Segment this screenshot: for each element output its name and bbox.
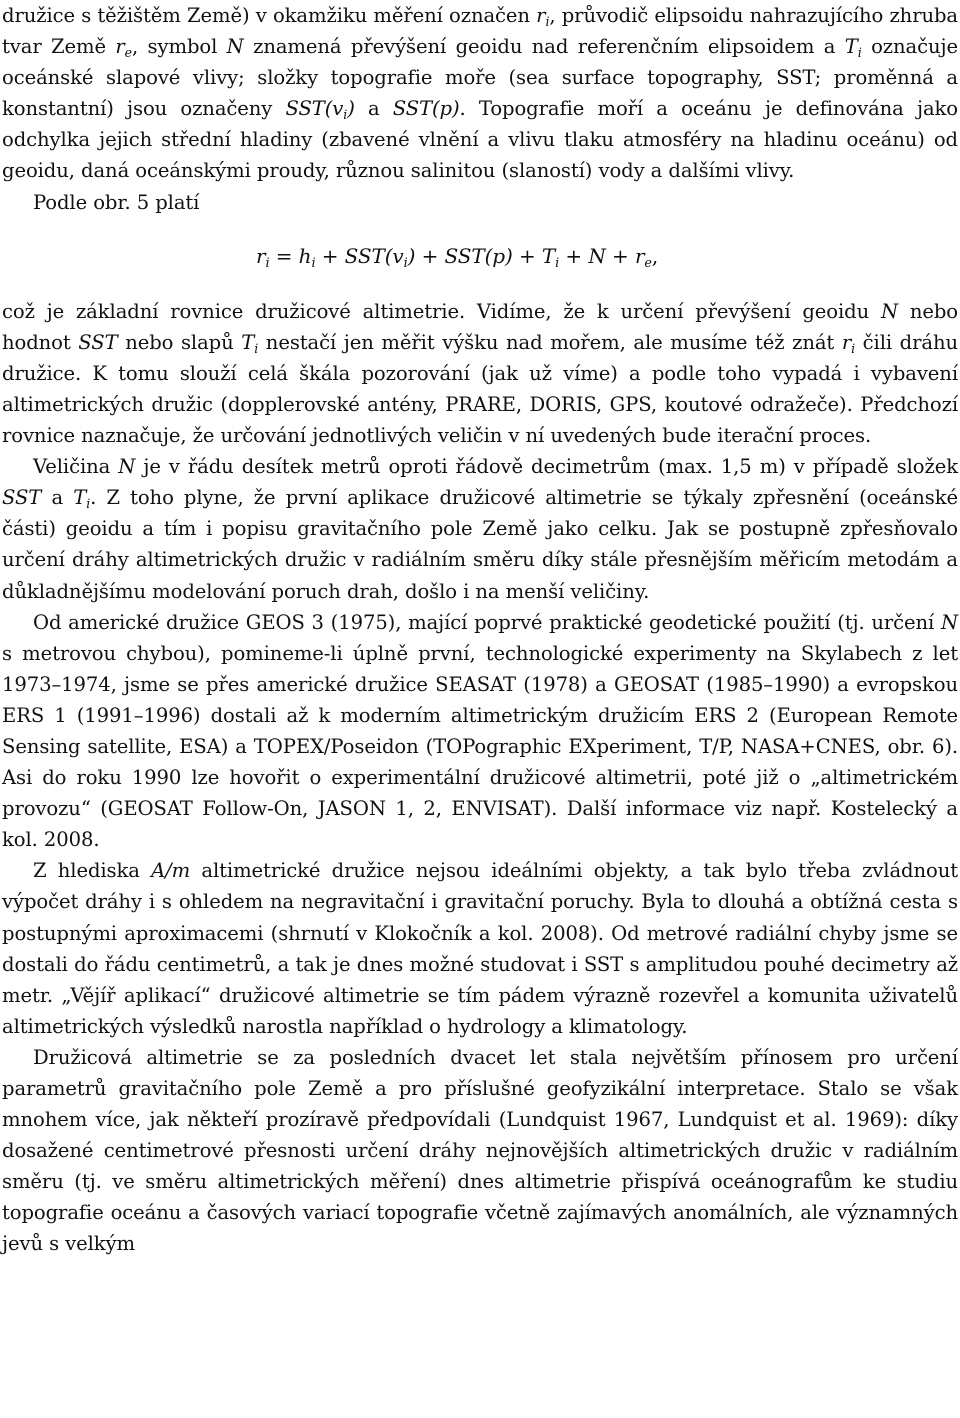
subscript <box>125 45 132 60</box>
text-run: je v řádu desítek metrů oproti řádově decimetrům (max. 1,5 m) v případě složek <box>135 455 958 479</box>
italic-symbol: T <box>844 35 858 59</box>
text-run: + <box>415 243 445 268</box>
italic-symbol: SST(p) <box>392 97 460 121</box>
subscript-text: i <box>545 14 550 29</box>
text-run: . Topografie moří a oceánu je definována jako odchylka jejich střední hladiny (zbavené vlnění a vlivu tlaku atmosféry na hladinu oceánu) od geoidu, daná oceánskými proudy, různou salinitou (slaností) vody a dalšími vlivy. <box>2 97 958 183</box>
text-run: Veličina <box>33 455 119 479</box>
paragraph-p7 <box>2 1042 958 1260</box>
italic-symbol: N <box>226 35 244 59</box>
text-run: což je základní rovnice družicové altimetrie. Vidíme, že k určení převýšení geoidu <box>2 299 881 323</box>
italic-symbol: N <box>940 610 958 634</box>
subscript-text: e <box>644 255 652 271</box>
text-run: označuje oceánské slapové vlivy; složky topografie moře (sea surface topography, SST; proměnná a konstantní) jsou označeny <box>2 35 958 121</box>
text-run: . Z toho plyne, že první aplikace družicové altimetrie se týkaly zpřesnění (oceánské části) geoidu a tím i popisu gravitačního pole Země jako celku. Jak se postupně zpřesňovalo určení dráhy altimetrických družic v radiálním směru díky stále přesnějším měřicím metodám a důkladnějšímu modelování poruch drah, došlo i na menší veličiny. <box>2 486 958 603</box>
italic-symbol: T <box>73 486 87 510</box>
text-run: s metrovou chybou), pomineme-li úplně první, technologické experimenty na Skylabech z let 1973–1974, jsme se přes americké družice SEASAT (1978) a GEOSAT (1985–1990) a evropskou ERS 1 (1991–1996) dostali až k moderním altimetrickým družicím ERS 2 (European Remote Sensing satellite, ESA) a TOPEX/Poseidon (TOPographic EXperiment, T/P, NASA+CNES, obr. 6). Asi do roku 1990 lze hovořit o experimentální družicové altimetrii, poté již o „altimetrickém provozu“ (GEOSAT Follow-On, JASON 1, 2, ENVISAT). Další informace viz např. Kostelecký a kol. 2008. <box>2 641 958 852</box>
subscript <box>644 256 651 271</box>
italic-symbol: T <box>241 330 255 354</box>
italic-symbol: T <box>541 243 556 268</box>
altimetry-equation <box>2 218 958 296</box>
text-run: , symbol <box>132 35 227 59</box>
text-run: znamená převýšení geoidu nad referenčním elipsoidem a <box>243 35 845 59</box>
subscript-text: i <box>311 255 316 271</box>
text-run: = <box>269 243 299 268</box>
subscript-text: i <box>343 107 348 123</box>
italic-symbol: N <box>118 455 136 479</box>
paragraph-p6 <box>2 855 958 1042</box>
italic-symbol: SST(v <box>344 243 404 268</box>
subscript-text: i <box>265 255 270 271</box>
italic-symbol: r <box>841 330 852 354</box>
paragraph-p1 <box>2 0 958 187</box>
text-run: Od americké družice GEOS 3 (1975), mající poprvé praktické geodetické použití (tj. určení <box>33 610 941 634</box>
italic-symbol: SST(p) <box>444 243 513 268</box>
text-run: Družicová altimetrie se za posledních dvacet let stala největším přínosem pro určení parametrů gravitačního pole Země a pro příslušné geofyzikální interpretace. Stalo se však mnohem více, jak někteří prozíravě předpovídali (Lundquist 1967, Lundquist et al. 1969): díky dosažené centimetrové přesnosti určení dráhy nejnovějších altimetrických družic v radiálním směru (tj. ve směru altimetrických měření) dnes altimetrie přispívá oceánografům ke studiu topografie oceánu a časových variací topografie včetně zajímavých anomálních, ale významných jevů s velkým <box>2 1045 958 1256</box>
text-run: + <box>512 243 542 268</box>
subscript-text: i <box>851 340 856 356</box>
subscript-text: i <box>857 45 862 61</box>
paragraph-p4 <box>2 451 958 606</box>
italic-symbol: ) <box>347 97 355 121</box>
italic-symbol: N <box>880 299 898 323</box>
text-run: + <box>315 243 345 268</box>
text-run: + <box>605 243 635 268</box>
text-run: družice s těžištěm Země) v okamžiku měření označen <box>2 4 537 27</box>
text-run: nebo slapů <box>117 330 242 354</box>
subscript-text: i <box>403 255 408 271</box>
text-run: + <box>559 243 589 268</box>
paragraph-p5 <box>2 607 958 856</box>
subscript-text: e <box>124 45 132 61</box>
text-run: nestačí jen měřit výšku nad mořem, ale musíme též znát <box>258 330 842 354</box>
text-run: Podle obr. 5 platí <box>33 190 200 214</box>
italic-symbol: r <box>115 35 125 59</box>
text-block-after-formula <box>2 296 958 1260</box>
subscript-text: i <box>254 340 259 356</box>
italic-symbol: r <box>256 243 266 268</box>
text-run: čili dráhu družice. K tomu slouží celá škála pozorování (jak už víme) a podle toho vypadá i vybavení altimetrických družic (dopplerovské antény, PRARE, DORIS, GPS, koutové odražeče). Předchozí rovnice naznačuje, že určování jednotlivých veličin v ní uvedených bude iterační proces. <box>2 330 958 448</box>
text-run: a <box>41 486 74 510</box>
italic-symbol: ) <box>407 243 416 268</box>
subscript-text: i <box>86 496 91 512</box>
italic-symbol: A/m <box>151 859 191 883</box>
italic-symbol: SST <box>78 330 118 354</box>
italic-symbol: SST <box>2 486 42 510</box>
text-run: a <box>354 97 393 121</box>
text-run: , průvodič elipsoidu nahrazujícího zhruba tvar Země <box>2 4 959 59</box>
italic-symbol: N <box>588 243 606 268</box>
italic-symbol: r <box>536 4 546 27</box>
text-run: nebo hodnot <box>2 299 958 354</box>
paragraph-p3 <box>2 296 958 451</box>
text-block-before-formula <box>2 0 958 218</box>
text-run: , <box>651 243 659 268</box>
italic-symbol: SST(v <box>285 97 344 121</box>
italic-symbol: h <box>298 243 312 268</box>
text-run: Z hlediska <box>33 859 152 883</box>
text-run: altimetrické družice nejsou ideálními objekty, a tak bylo třeba zvládnout výpočet dráhy i s ohledem na negravitační i gravitační poruchy. Byla to dlouhá a obtížná cesta s postupnými aproximacemi (shrnutí v Klokočník a kol. 2008). Od metrové radiální chyby jsme se dostali do řádu centimetrů, a tak je dnes možné studovat i SST s amplitudou pouhé decimetry až metr. „Vějíř aplikací“ družicové altimetrie se tím pádem výrazně rozevřel a komunita uživatelů altimetrických výsledků narostla například o hydrology a klimatology. <box>2 859 959 1038</box>
paragraph-p2 <box>2 187 958 218</box>
italic-symbol: r <box>634 243 645 268</box>
subscript-text: i <box>555 255 560 271</box>
